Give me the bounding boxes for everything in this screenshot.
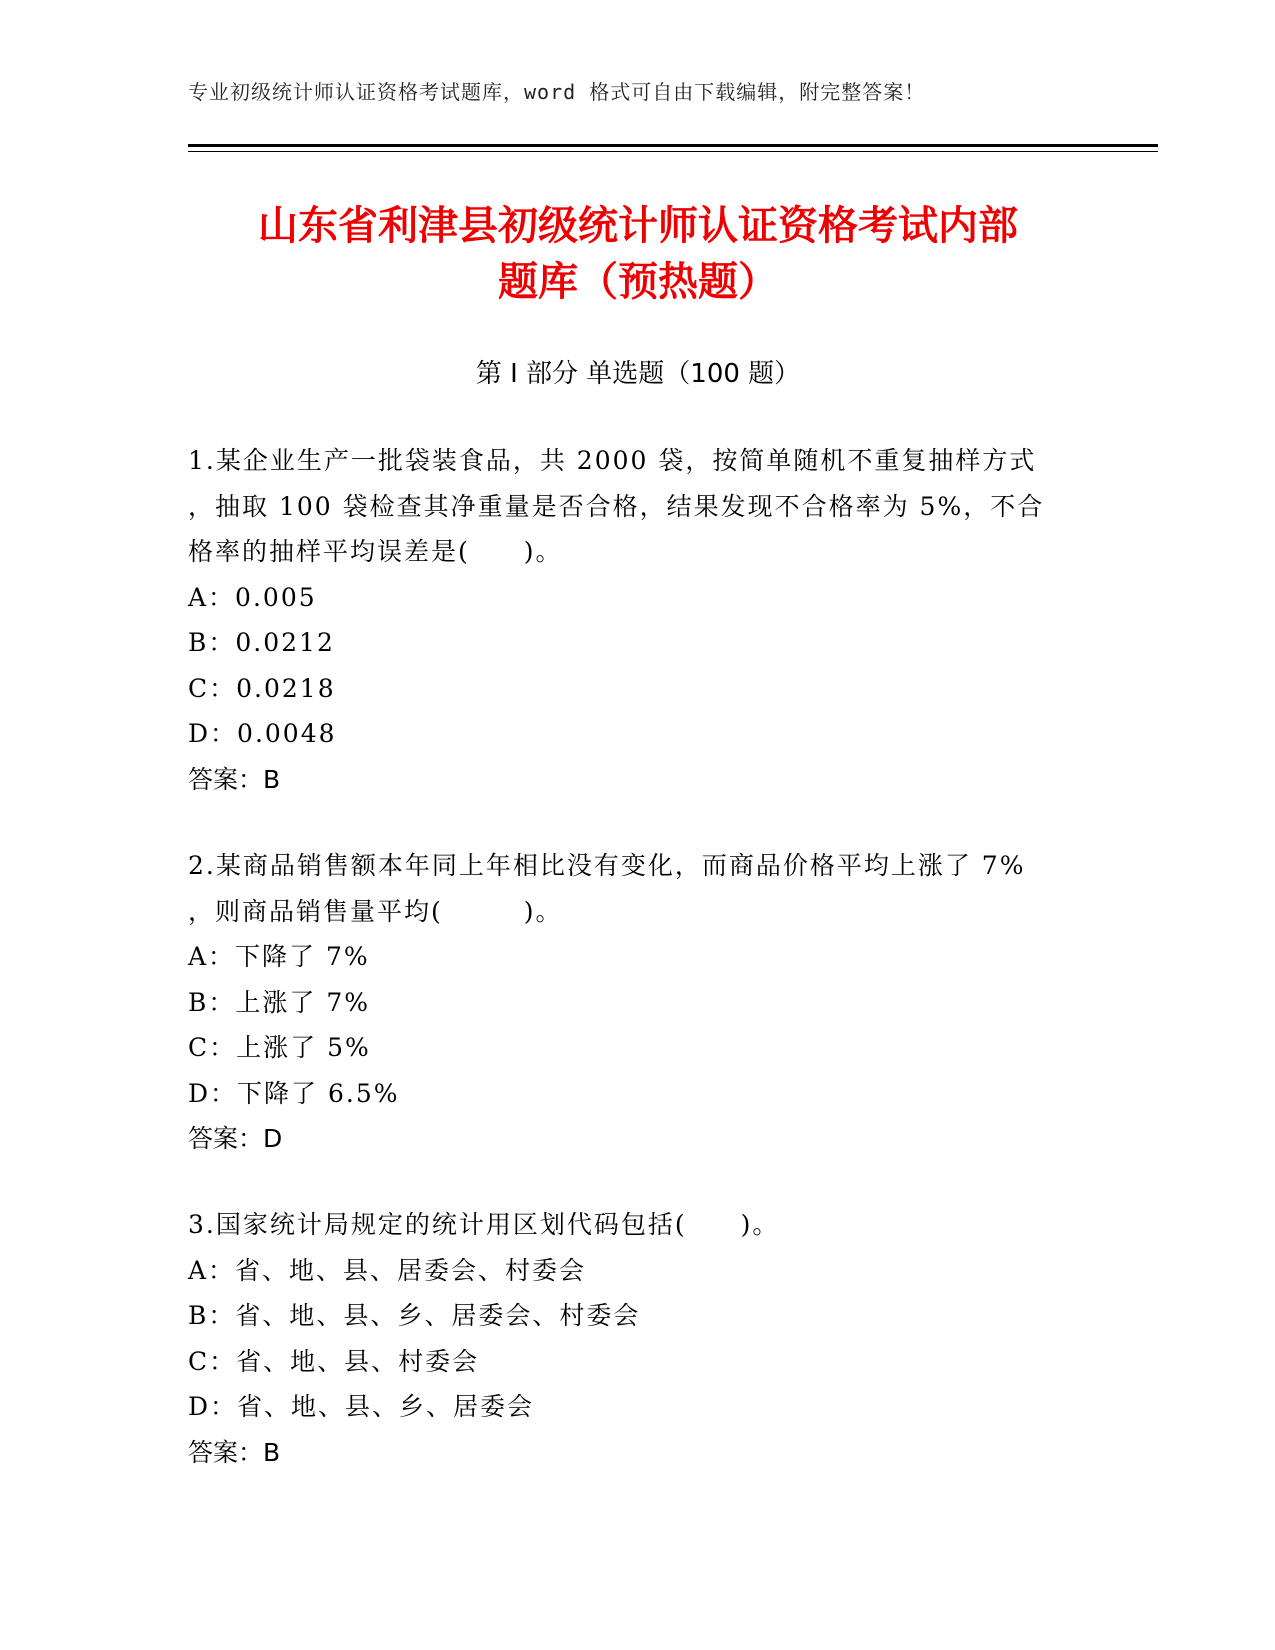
header-divider-thin (188, 151, 1158, 152)
option-d: D：0.0048 (188, 719, 337, 748)
answer: 答案：B (188, 764, 281, 794)
option-c: C：上涨了 5% (188, 1033, 371, 1062)
question-stem-line: 1.某企业生产一批袋装食品，共 2000 袋，按简单随机不重复抽样方式 (188, 446, 1037, 475)
header-divider-thick (188, 144, 1158, 147)
question-stem-line: ，则商品销售量平均( )。 (188, 896, 563, 926)
question-stem-line: 格率的抽样平均误差是( )。 (188, 537, 563, 566)
option-a: A：下降了 7% (188, 942, 370, 971)
question-2 (188, 843, 1088, 1162)
answer: 答案：B (188, 1437, 281, 1467)
question-stem-line: 3.国家统计局规定的统计用区划代码包括( )。 (188, 1210, 780, 1239)
option-b: B：上涨了 7% (188, 987, 370, 1017)
question-stem-line: ，抽取 100 袋检查其净重量是否合格，结果发现不合格率为 5%，不合 (188, 491, 1045, 521)
answer: 答案：D (188, 1124, 283, 1153)
question-1 (188, 438, 1088, 802)
option-d: D：省、地、县、乡、居委会 (188, 1392, 535, 1421)
page-header: 专业初级统计师认证资格考试题库，word 格式可自由下载编辑，附完整答案！ (188, 80, 926, 104)
option-b: B：省、地、县、乡、居委会、村委会 (188, 1301, 641, 1330)
option-b: B：0.0212 (188, 628, 335, 657)
document-title-line1: 山东省利津县初级统计师认证资格考试内部 (258, 203, 1018, 249)
document-title (188, 198, 1088, 310)
option-a: A：省、地、县、居委会、村委会 (188, 1255, 587, 1285)
option-d: D：下降了 6.5% (188, 1078, 400, 1108)
option-a: A：0.005 (188, 582, 317, 612)
option-c: C：0.0218 (188, 673, 336, 703)
question-stem-line: 2.某商品销售额本年同上年相比没有变化，而商品价格平均上涨了 7% (188, 851, 1026, 880)
question-3 (188, 1202, 1088, 1475)
document-title-line2: 题库（预热题） (498, 259, 778, 305)
option-c: C：省、地、县、村委会 (188, 1346, 480, 1376)
section-heading: 第 I 部分 单选题（100 题） (475, 359, 801, 389)
